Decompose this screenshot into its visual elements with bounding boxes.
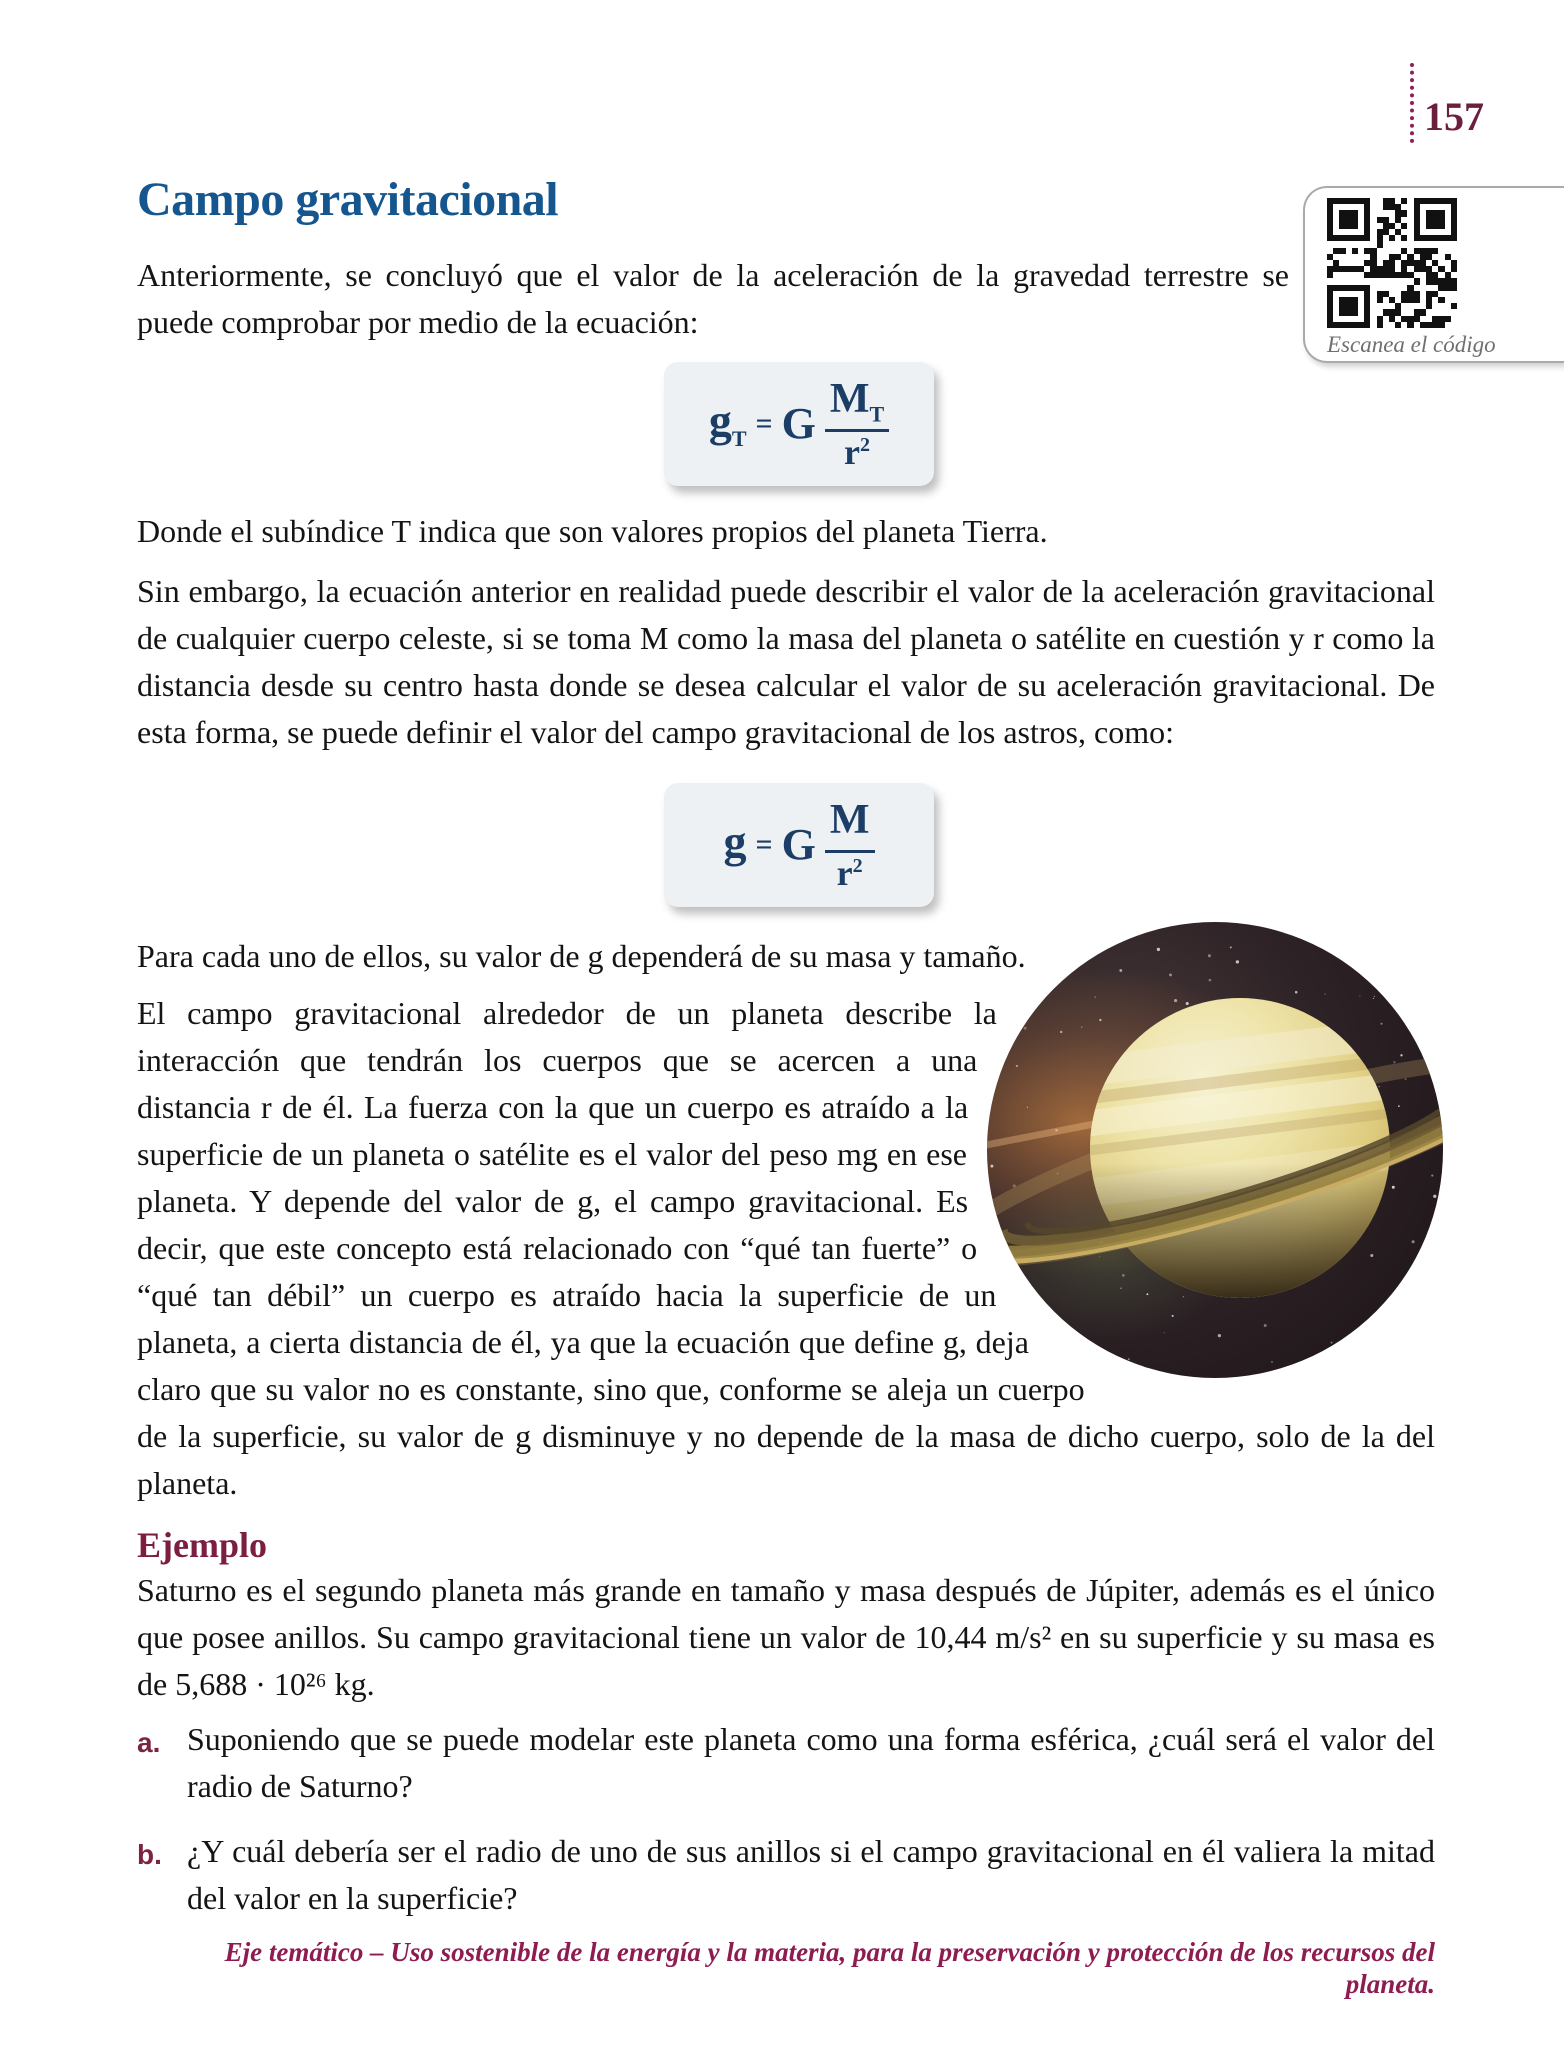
paragraph-example: Saturno es el segundo planeta más grande en tamaño y masa después de Júpiter, además es el único que posee anillos. Su campo gravitacional tiene un valor de 10,44 m/s² en su superficie y su masa es de 5,688 · 10²⁶ kg. <box>137 1572 1435 1702</box>
paragraph-intro: Anteriormente, se concluyó que el valor de la aceleración de la gravedad terrestre se puede comprobar por medio de la ecuación: <box>137 257 1289 340</box>
fraction-denominator: $r^2$ <box>836 852 863 893</box>
page-number-rule <box>1410 63 1414 143</box>
fraction <box>825 797 875 893</box>
fraction-denominator: $r^2$ <box>844 431 870 472</box>
page-title: Campo gravitacional <box>137 173 559 226</box>
formula-general-field <box>664 783 934 907</box>
fraction-numerator: $M_T$ <box>829 376 885 427</box>
fraction <box>825 376 889 472</box>
fraction-numerator: M <box>829 797 870 844</box>
formula-lhs: $g_T$ <box>708 394 747 452</box>
item-label: b. <box>137 1839 162 1870</box>
gravitational-constant: G <box>781 399 816 448</box>
formula-earth-gravity <box>664 362 934 486</box>
paragraph-body-1: Sin embargo, la ecuación anterior en realidad puede describir el valor de la aceleración gravitacional de cualquier cuerpo celeste, si se toma M como la masa del planeta o satélite en cuestión y r como la distancia desde su centro hasta donde se desea calcular el valor de su aceleración gravitacional. De esta forma, se puede definir el valor del campo gravitacional de los astros, como: <box>137 573 1435 750</box>
exercise-item-b <box>137 1828 1435 1922</box>
qr-code[interactable] <box>1327 198 1457 328</box>
item-text: ¿Y cuál debería ser el radio de uno de sus anillos si el campo gravitacional en él valiera la mitad del valor en la superficie? <box>187 1833 1435 1916</box>
wrapped-text-column <box>137 933 1435 2000</box>
paragraph-body-3: El campo gravitacional alrededor de un planeta describe la interacción que tendrán los cuerpos que se acercen a una distancia r de él. La fuerza con la que un cuerpo es atraído a la superficie de un planeta o satélite es el valor del peso mg en ese planeta. Y depende del valor de g, el campo gravitacional. Es decir, que este concepto está relacionado con “qué tan fuerte” o “qué tan débil” un cuerpo es atraído hacia la superficie de un planeta, a cierta distancia de él, ya que la ecuación que define g, deja claro que su valor no es constante, sino que, conforme se aleja un cuerpo de la superficie, su valor de g disminuye y no depende de la masa de dicho cuerpo, solo de la del planeta. <box>137 995 1435 1501</box>
qr-caption: Escanea el código <box>1327 332 1496 357</box>
item-label: a. <box>137 1727 161 1758</box>
equals-sign: = <box>755 407 773 440</box>
paragraph-body-2: Para cada uno de ellos, su valor de g dependerá de su masa y tamaño. <box>137 938 1026 974</box>
qr-panel <box>1303 186 1564 363</box>
gravitational-constant: G <box>781 820 816 869</box>
thematic-axis-footer: Eje temático – Uso sostenible de la energía y la materia, para la preservación y protección de los recursos del planeta. <box>224 1937 1435 1999</box>
paragraph-subindex-note: Donde el subíndice T indica que son valores propios del planeta Tierra. <box>137 513 1048 549</box>
page-number: 157 <box>1424 94 1484 139</box>
equals-sign: = <box>755 828 773 861</box>
formula-lhs: g <box>723 815 747 867</box>
exercise-item-a <box>137 1716 1435 1810</box>
item-text: Suponiendo que se puede modelar este planeta como una forma esférica, ¿cuál será el valor del radio de Saturno? <box>187 1721 1435 1804</box>
example-heading: Ejemplo <box>137 1525 267 1565</box>
